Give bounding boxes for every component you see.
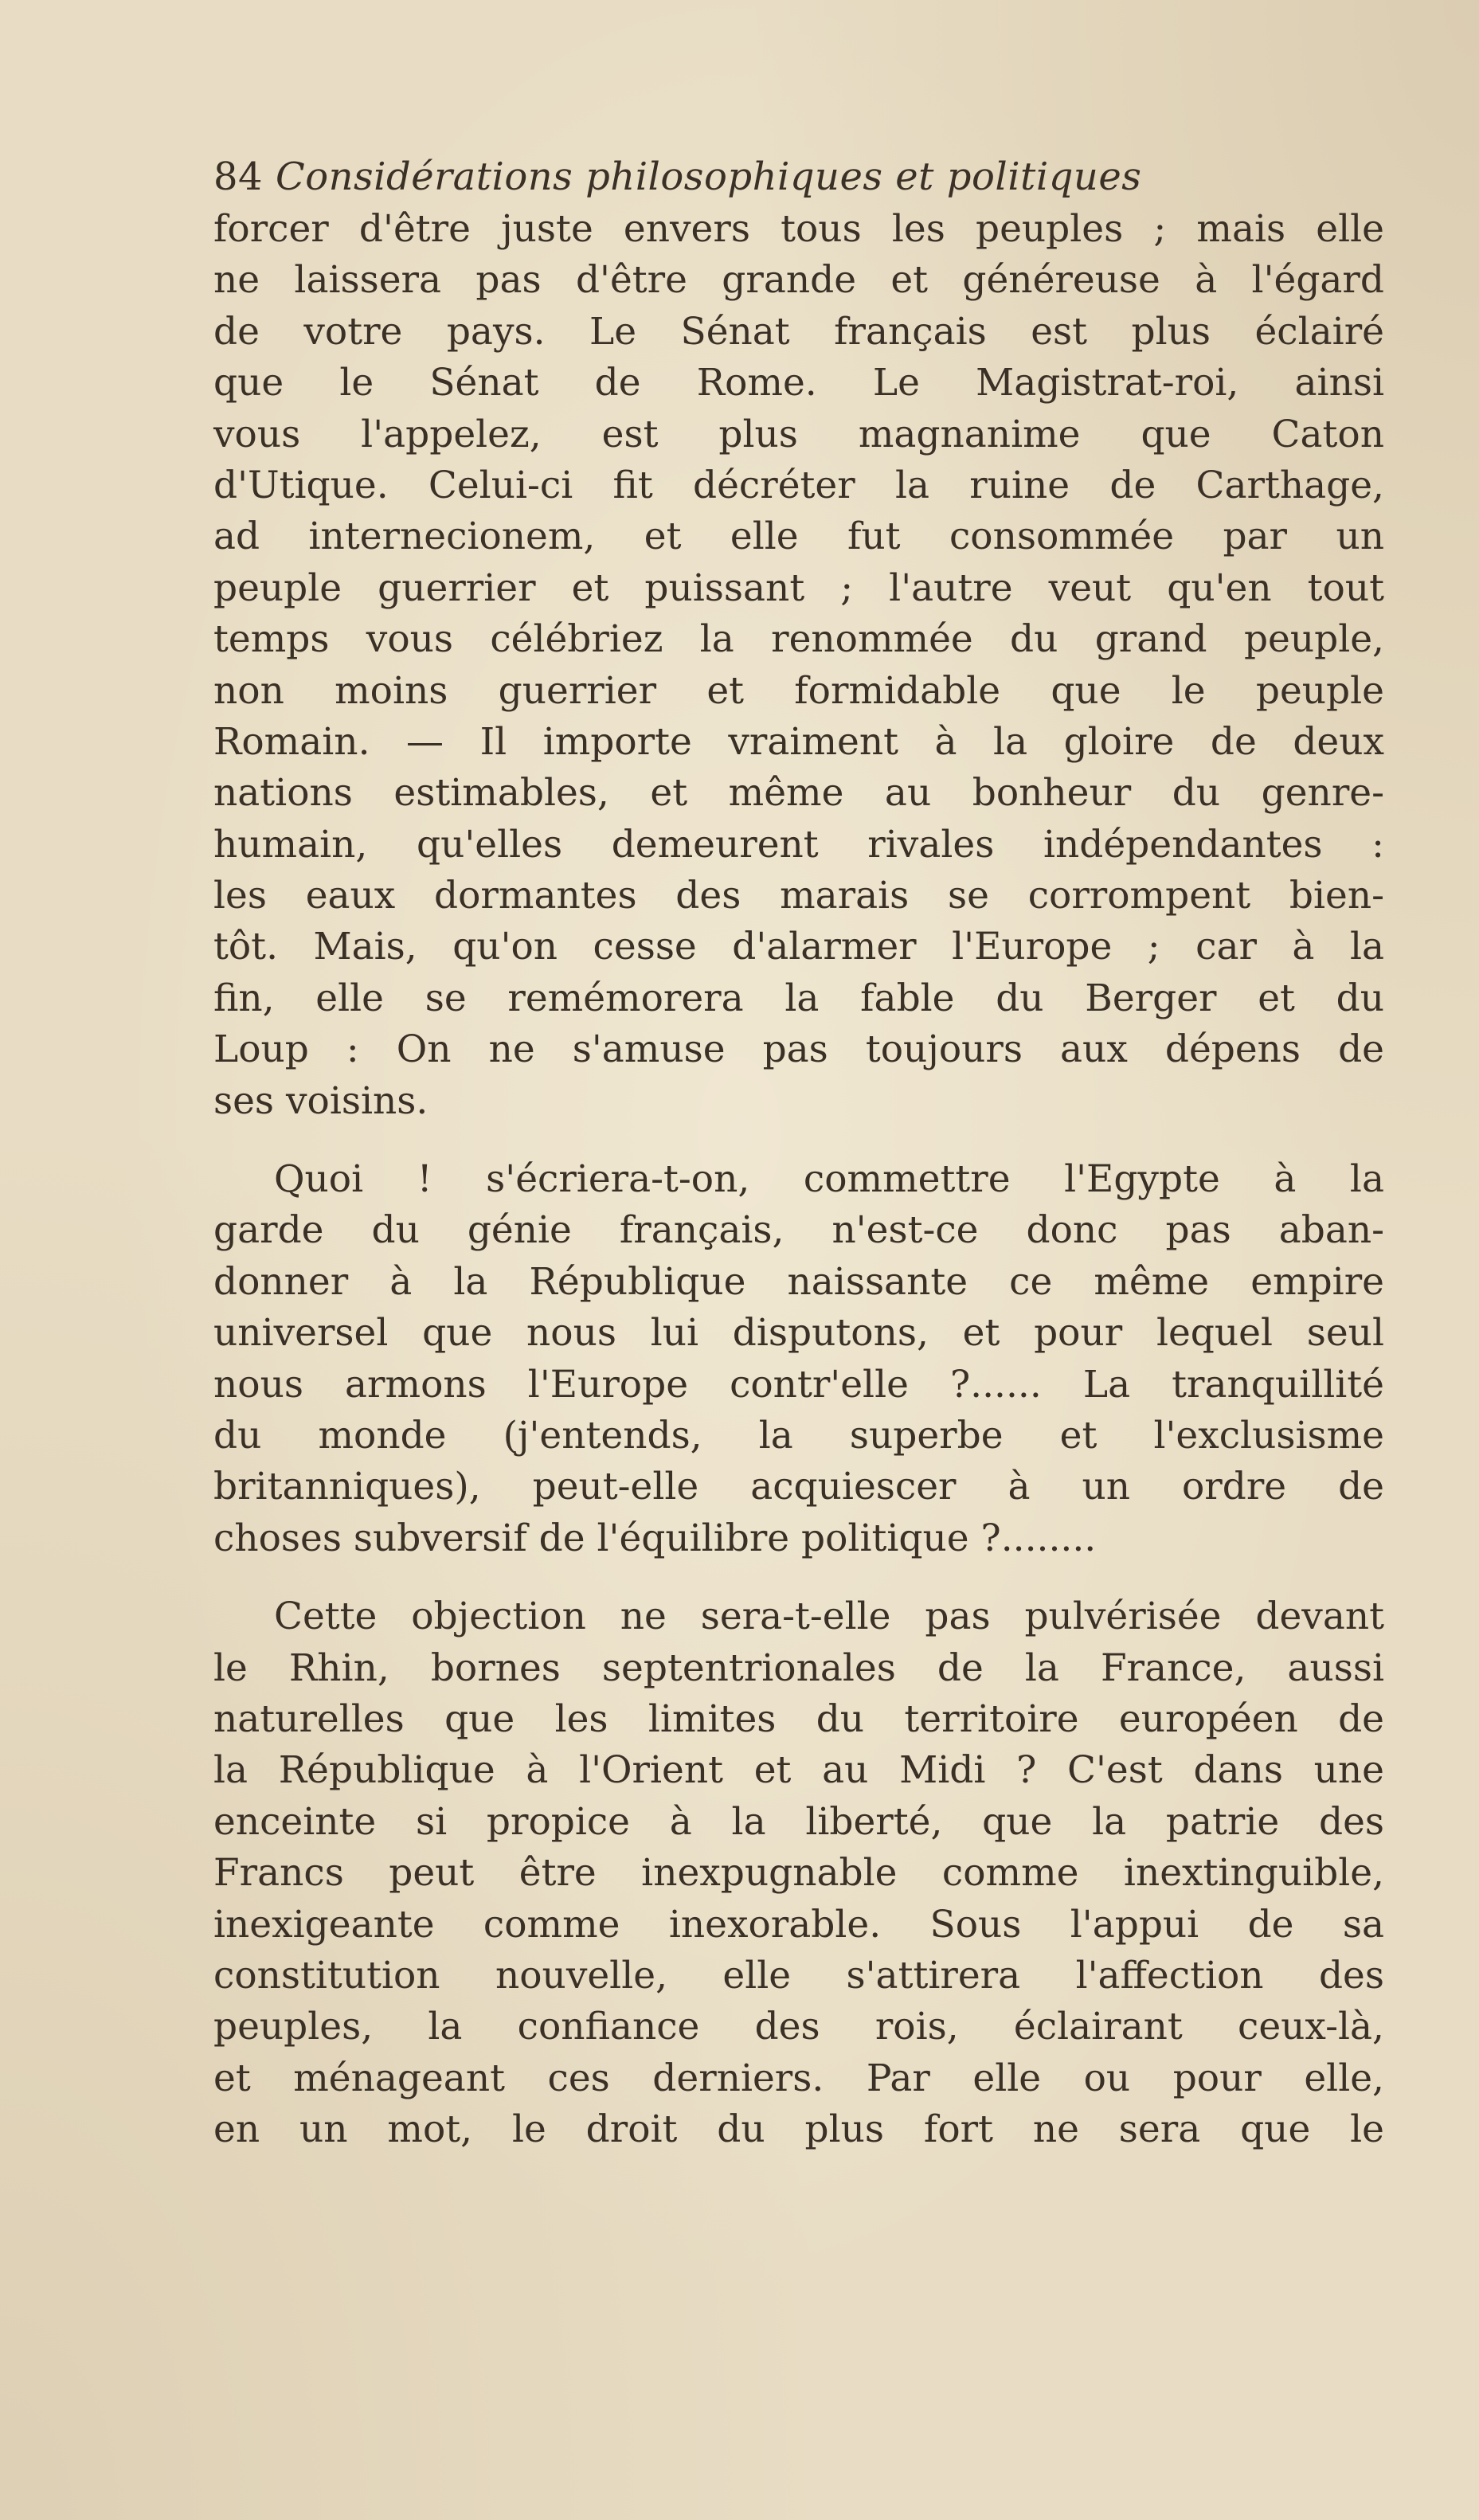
paragraph-spacer [213,1127,1384,1154]
text-line: la République à l'Orient et au Midi ? C'est dans une [213,1748,1384,1793]
text-line: Romain. — Il importe vraiment à la gloire de deux [213,719,1384,764]
paragraph [213,204,1384,1127]
text-line: Loup : On ne s'amuse pas toujours aux dépens de [213,1027,1384,1072]
text-line: que le Sénat de Rome. Le Magistrat-roi, ainsi [213,361,1384,405]
text-line: d'Utique. Celui-ci fit décréter la ruine de Carthage, [213,463,1384,507]
text-line: peuple guerrier et puissant ; l'autre veut qu'en tout [213,565,1384,610]
text-line: Francs peut être inexpugnable comme inextinguible, [213,1851,1384,1896]
text-line: vous l'appelez, est plus magnanime que Caton [213,412,1384,456]
text-line: choses subversif de l'équilibre politique ?........ [213,1516,1097,1560]
text-line: inexigeante comme inexorable. Sous l'appui de sa [213,1902,1384,1947]
page-number: 84 [213,155,264,199]
text-line: du monde (j'entends, la superbe et l'exclusisme [213,1413,1384,1458]
text-line: tôt. Mais, qu'on cesse d'alarmer l'Europe ; car à la [213,925,1384,969]
text-block [213,151,1384,2155]
text-line: garde du génie français, n'est-ce donc pas aban- [213,1208,1384,1253]
text-line: donner à la République naissante ce même empire [213,1259,1384,1304]
text-line: constitution nouvelle, elle s'attirera l'affection des [213,1953,1384,1998]
page-header [213,151,1384,204]
text-line: naturelles que les limites du territoire européen de [213,1696,1384,1741]
paragraph-spacer [213,1564,1384,1591]
text-line: universel que nous lui disputons, et pour lequel seul [213,1311,1384,1356]
text-line: fin, elle se remémorera la fable du Berger et du [213,976,1384,1020]
text-line: ad internecionem, et elle fut consommée par un [213,515,1384,559]
text-line: nous armons l'Europe contr'elle ?...... La tranquillité [213,1362,1384,1407]
text-line: et ménageant ces derniers. Par elle ou pour elle, [213,2056,1384,2100]
paragraph [213,1591,1384,2155]
text-line: ses voisins. [213,1078,428,1123]
paragraph [213,1154,1384,1564]
text-line: peuples, la confiance des rois, éclairant ceux-là, [213,2005,1384,2049]
text-line: le Rhin, bornes septentrionales de la France, aussi [213,1645,1384,1690]
text-line: Quoi ! s'écriera-t-on, commettre l'Egypte à la [274,1157,1384,1202]
text-line: ne laissera pas d'être grande et généreuse à l'égard [213,258,1384,303]
text-line: nations estimables, et même au bonheur du genre- [213,771,1384,816]
text-line: temps vous célébriez la renommée du grand peuple, [213,617,1384,662]
text-line: forcer d'être juste envers tous les peuples ; mais elle [213,207,1384,251]
text-line: humain, qu'elles demeurent rivales indépendantes : [213,822,1384,867]
text-line: britanniques), peut-elle acquiescer à un ordre de [213,1465,1384,1509]
text-line: Cette objection ne sera-t-elle pas pulvérisée devant [274,1595,1384,1639]
text-line: en un mot, le droit du plus fort ne sera que le [213,2107,1384,2152]
text-line: les eaux dormantes des marais se corrompent bien- [213,874,1384,918]
text-line: de votre pays. Le Sénat français est plus éclairé [213,309,1384,354]
running-title: Considérations philosophiques et politiques [276,155,1142,199]
text-line: non moins guerrier et formidable que le peuple [213,668,1384,713]
text-line: enceinte si propice à la liberté, que la patrie des [213,1799,1384,1844]
